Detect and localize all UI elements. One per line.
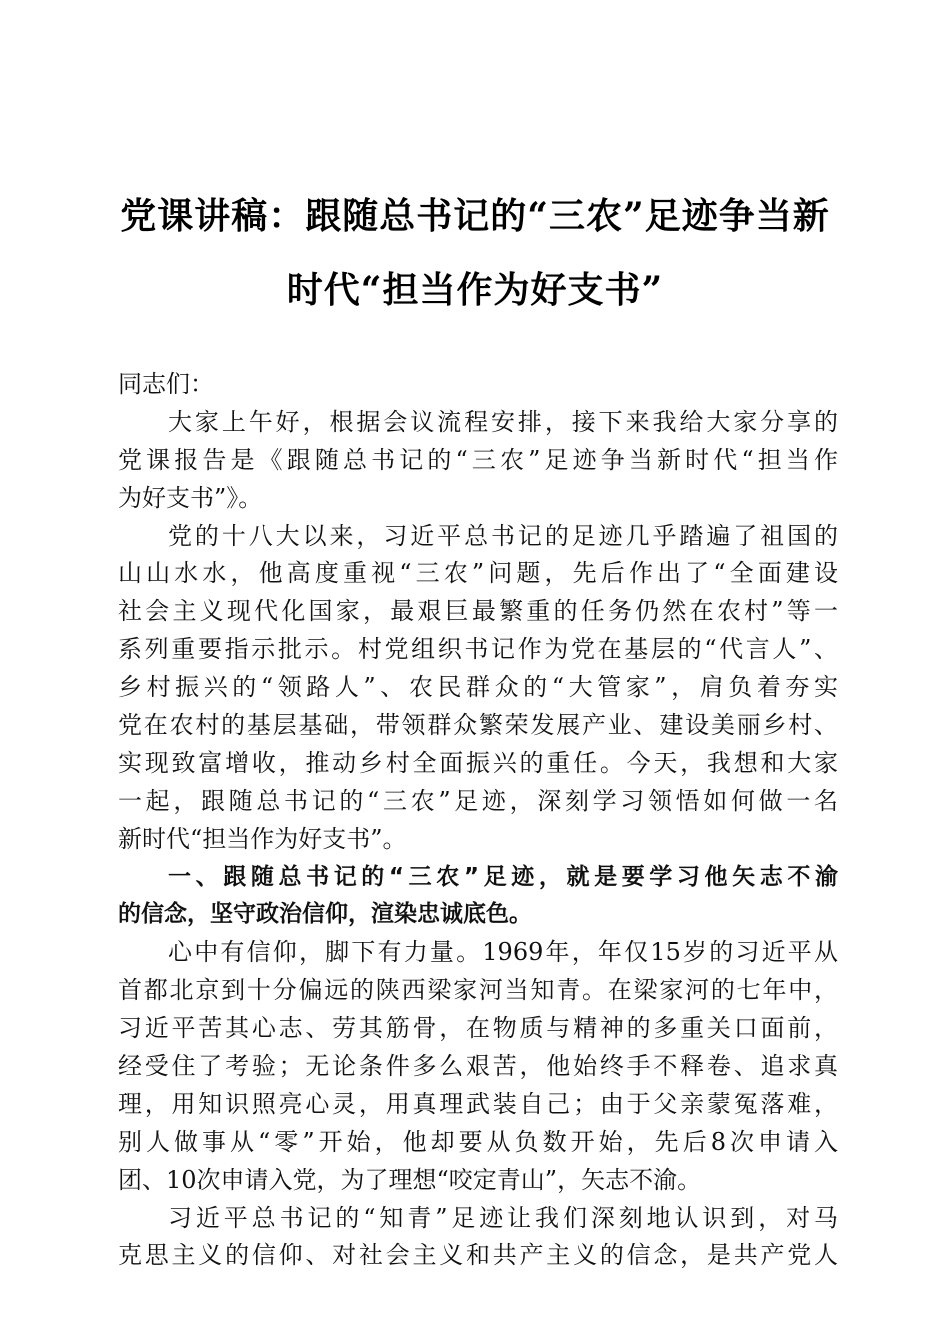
paragraph-line: 系列重要指示批示。村党组织书记作为党在基层的“代言人”、 (118, 635, 838, 664)
paragraph-background (118, 518, 838, 859)
paragraph-line: 习近平总书记的“知青”足迹让我们深刻地认识到，对马 (168, 1203, 838, 1232)
heading-line: 一、跟随总书记的“三农”足迹，就是要学习他矢志不渝 (168, 863, 838, 890)
heading-line: 的信念，坚守政治信仰，渲染忠诚底色。 (118, 901, 532, 928)
title-line-2: 时代“担当作为好支书” (286, 269, 664, 311)
paragraph-line: 党的十八大以来，习近平总书记的足迹几乎踏遍了祖国的 (168, 521, 838, 550)
paragraph-intro (118, 404, 838, 518)
document-body (118, 366, 838, 1275)
paragraph-line: 党课报告是《跟随总书记的“三农”足迹争当新时代“担当作 (118, 445, 838, 474)
section-heading-1 (118, 859, 838, 935)
paragraph-line: 团、10次申请入党，为了理想“咬定青山”，矢志不渝。 (118, 1165, 702, 1194)
paragraph-line: 心中有信仰，脚下有力量。1969年，年仅15岁的习近平从 (168, 938, 838, 967)
paragraph-line: 乡村振兴的“领路人”、农民群众的“大管家”，肩负着夯实 (118, 673, 838, 702)
paragraph-line: 实现致富增收，推动乡村全面振兴的重任。今天，我想和大家 (118, 748, 838, 777)
paragraph-line: 别人做事从“零”开始，他却要从负数开始，先后8次申请入 (118, 1127, 838, 1156)
paragraph-line: 首都北京到十分偏远的陕西梁家河当知青。在梁家河的七年中， (118, 976, 838, 1005)
paragraph-line: 新时代“担当作为好支书”。 (118, 824, 407, 853)
paragraph-faith (118, 934, 838, 1199)
paragraph-line: 经受住了考验；无论条件多么艰苦，他始终手不释卷、追求真 (118, 1052, 838, 1081)
paragraph-line: 习近平苦其心志、劳其筋骨，在物质与精神的多重关口面前， (118, 1014, 838, 1043)
paragraph-line: 理，用知识照亮心灵，用真理武装自己；由于父亲蒙冤落难， (118, 1089, 838, 1118)
title-line-1: 党课讲稿：跟随总书记的“三农”足迹争当新 (120, 195, 830, 237)
paragraph-line: 山山水水，他高度重视“三农”问题，先后作出了“全面建设 (118, 559, 838, 588)
salutation: 同志们： (118, 370, 214, 398)
paragraph-line: 克思主义的信仰、对社会主义和共产主义的信念，是共产党人 (118, 1241, 838, 1270)
paragraph-line: 党在农村的基层基础，带领群众繁荣发展产业、建设美丽乡村、 (118, 711, 838, 740)
paragraph-line: 为好支书”》。 (118, 483, 263, 512)
paragraph-line: 大家上午好，根据会议流程安排，接下来我给大家分享的 (168, 407, 838, 436)
paragraph-line: 一起，跟随总书记的“三农”足迹，深刻学习领悟如何做一名 (118, 786, 838, 815)
paragraph-insight (118, 1200, 838, 1276)
paragraph-line: 社会主义现代化国家，最艰巨最繁重的任务仍然在农村”等一 (118, 597, 838, 626)
